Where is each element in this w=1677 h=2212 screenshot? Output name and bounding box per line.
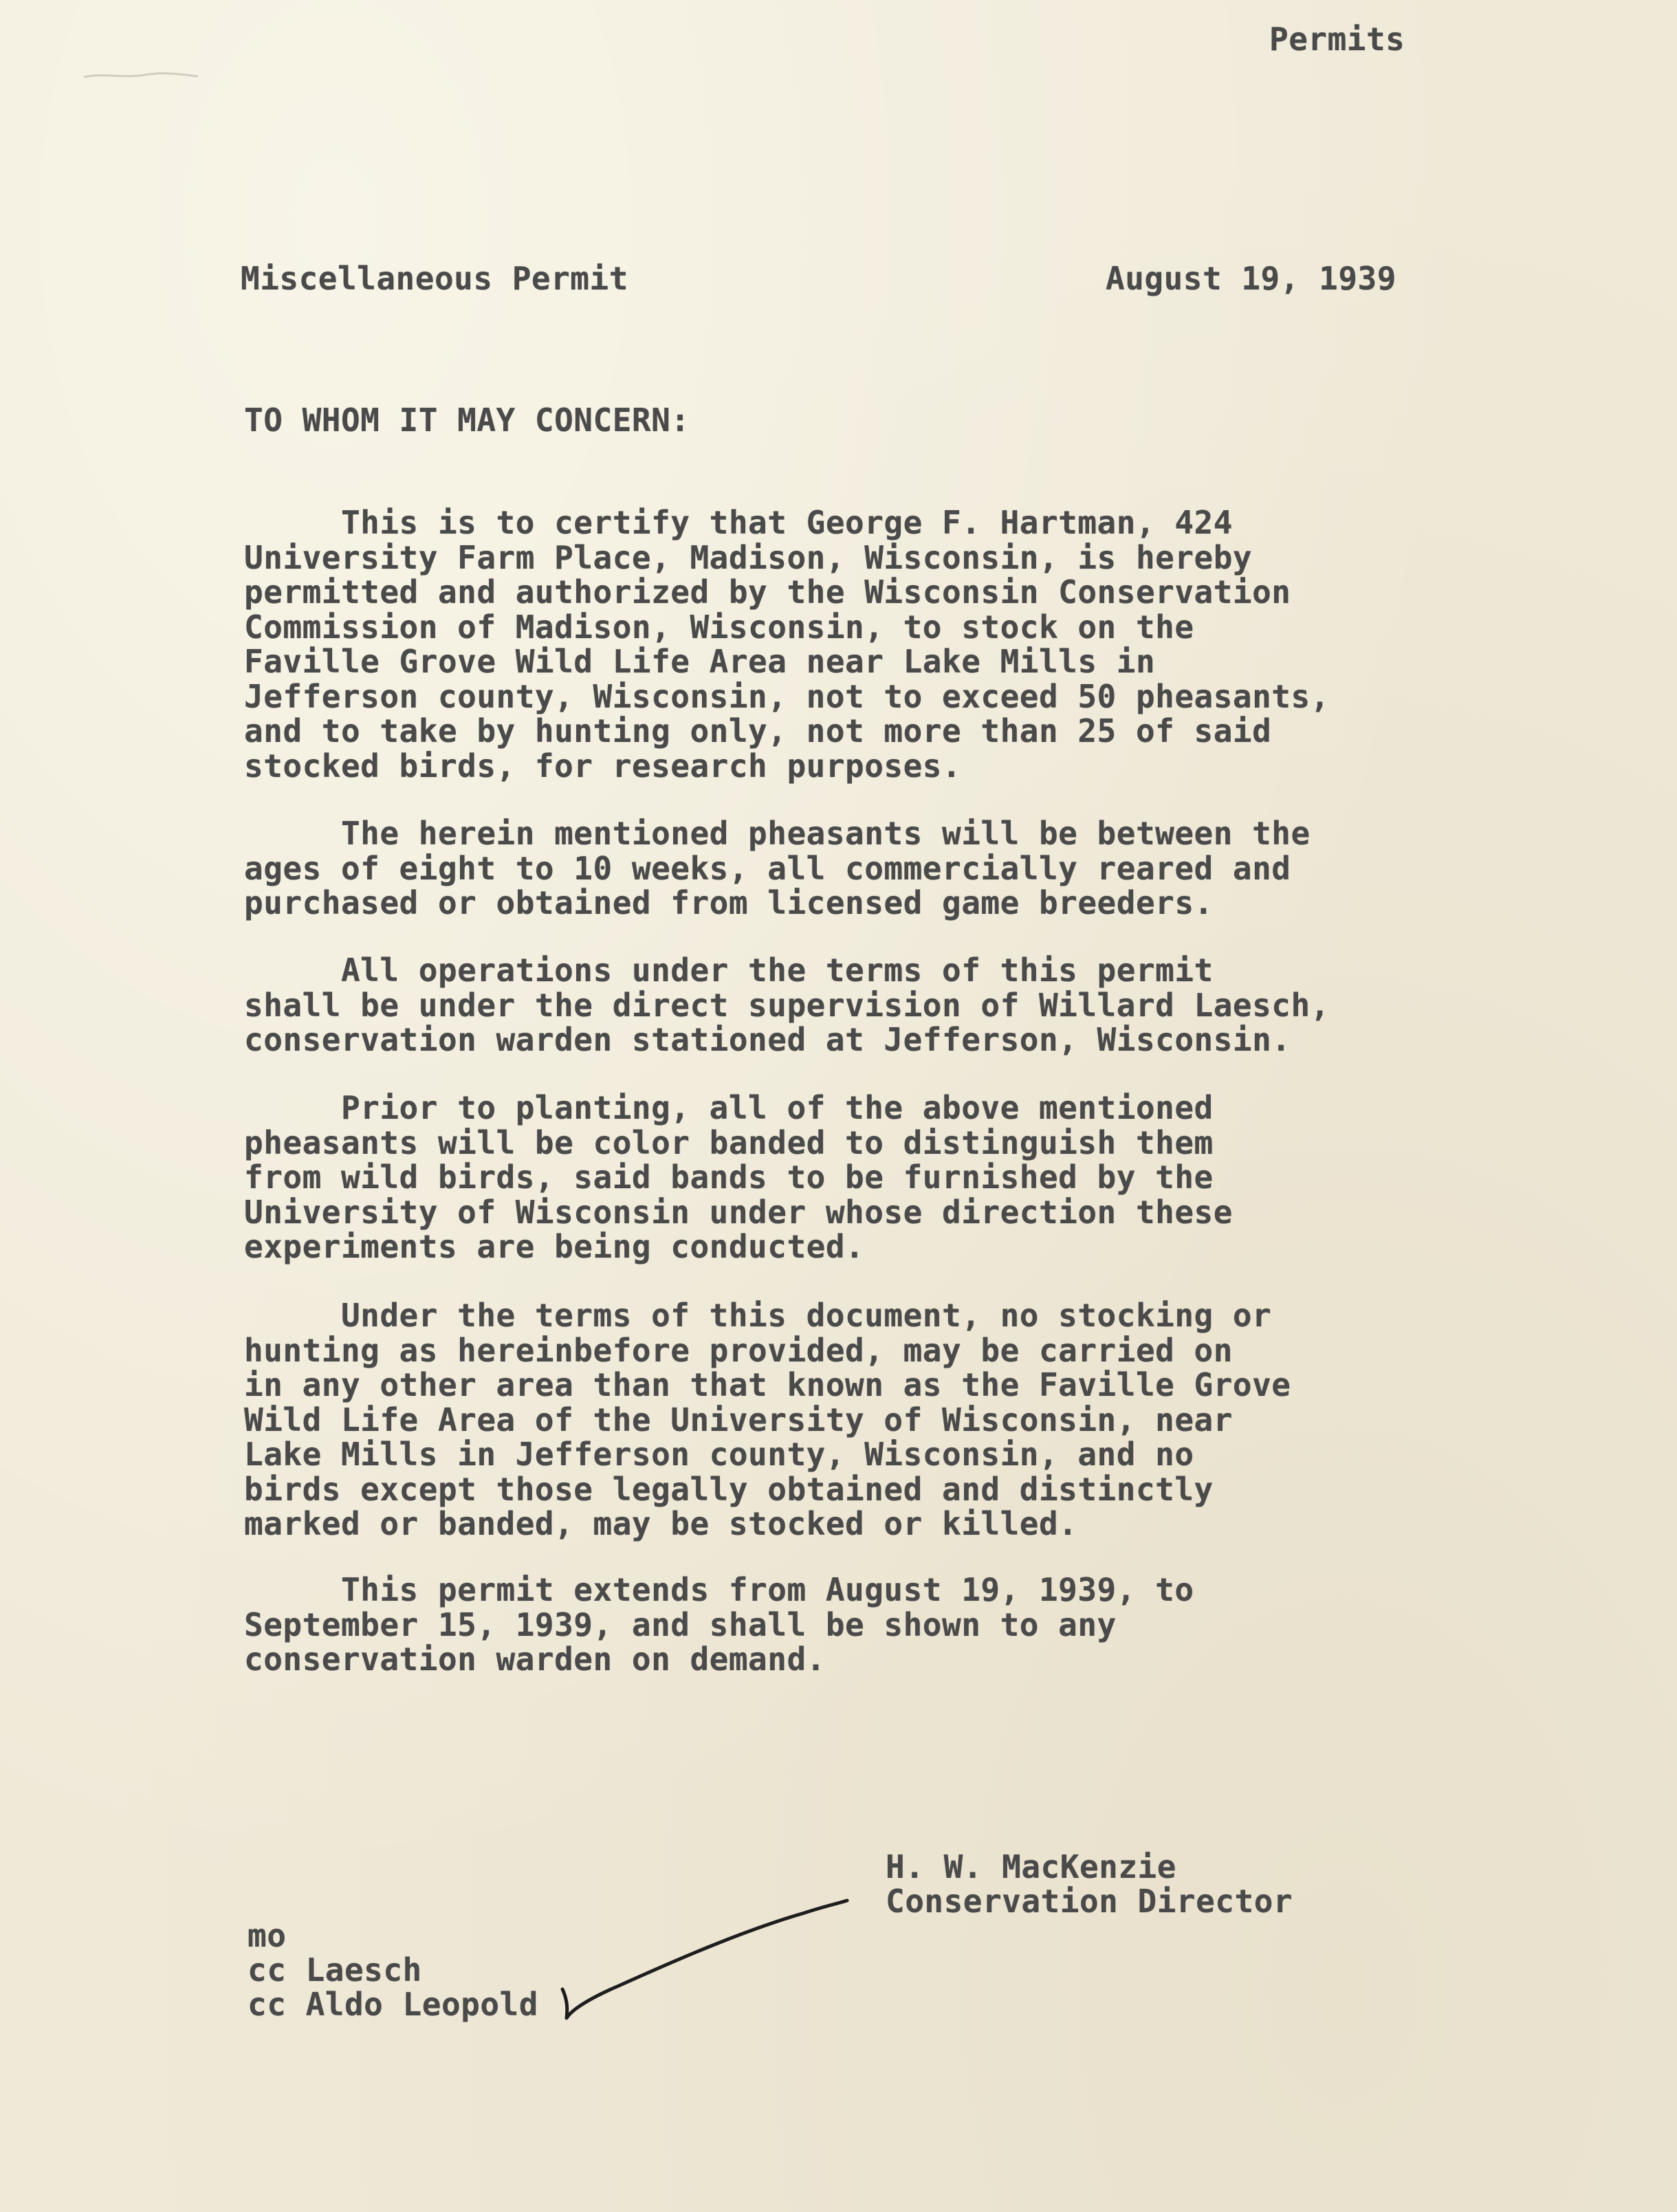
text-line: purchased or obtained from licensed game breeders. — [244, 884, 1214, 921]
text-line: Under the terms of this document, no stocking or — [244, 1297, 1272, 1334]
text-line: shall be under the direct supervision of Willard Laesch, — [244, 986, 1330, 1024]
text-line: University of Wisconsin under whose direction these — [244, 1193, 1233, 1231]
text-line: and to take by hunting only, not more than 25 of said — [244, 712, 1272, 749]
text-line: birds except those legally obtained and distinctly — [244, 1470, 1214, 1508]
text-line: ages of eight to 10 weeks, all commercially reared and — [244, 849, 1291, 887]
text-line: conservation warden stationed at Jefferson, Wisconsin. — [244, 1021, 1291, 1058]
text-line: All operations under the terms of this permit — [244, 952, 1214, 989]
paragraph-2 — [244, 816, 1413, 921]
paragraph-5 — [244, 1298, 1413, 1542]
text-line: Commission of Madison, Wisconsin, to stock on the — [244, 608, 1194, 646]
text-line: Faville Grove Wild Life Area near Lake Mills in — [244, 643, 1156, 680]
text-line: Prior to planting, all of the above mentioned — [244, 1089, 1214, 1126]
paragraph-3 — [244, 953, 1413, 1058]
signatory-name: H. W. MacKenzie — [886, 1848, 1176, 1885]
typist-initials: mo — [248, 1917, 287, 1954]
signatory-title: Conservation Director — [886, 1883, 1293, 1920]
text-line: This permit extends from August 19, 1939, to — [244, 1571, 1194, 1608]
text-line: The herein mentioned pheasants will be between the — [244, 815, 1311, 852]
text-line: in any other area than that known as the Faville Grove — [244, 1366, 1291, 1403]
paragraph-6 — [244, 1573, 1413, 1677]
text-line: pheasants will be color banded to distinguish them — [244, 1124, 1214, 1161]
text-line: marked or banded, may be stocked or killed. — [244, 1505, 1078, 1542]
text-line: Jefferson county, Wisconsin, not to exceed 50 pheasants, — [244, 677, 1330, 715]
text-line: experiments are being conducted. — [244, 1228, 865, 1265]
text-line: permitted and authorized by the Wisconsin Conservation — [244, 573, 1291, 611]
salutation: TO WHOM IT MAY CONCERN: — [244, 402, 690, 439]
file-tag: Permits — [1269, 21, 1405, 58]
text-line: stocked birds, for research purposes. — [244, 747, 962, 785]
document-date: August 19, 1939 — [1106, 260, 1396, 297]
text-line: Wild Life Area of the University of Wisconsin, near — [244, 1401, 1233, 1438]
cc-line-1: cc Laesch — [248, 1951, 422, 1989]
text-line: hunting as hereinbefore provided, may be carried on — [244, 1331, 1233, 1369]
paragraph-1 — [244, 505, 1413, 783]
document-title: Miscellaneous Permit — [241, 260, 628, 297]
text-line: This is to certify that George F. Hartman, 424 — [244, 504, 1233, 541]
paper-smudge — [83, 69, 199, 83]
text-line: conservation warden on demand. — [244, 1641, 826, 1678]
text-line: University Farm Place, Madison, Wisconsin, is hereby — [244, 538, 1253, 576]
text-line: September 15, 1939, and shall be shown to any — [244, 1606, 1117, 1643]
paragraph-4 — [244, 1091, 1413, 1264]
cc-line-2: cc Aldo Leopold — [248, 1986, 538, 2023]
text-line: Lake Mills in Jefferson county, Wisconsin, and no — [244, 1436, 1194, 1473]
text-line: from wild birds, said bands to be furnished by the — [244, 1159, 1214, 1196]
